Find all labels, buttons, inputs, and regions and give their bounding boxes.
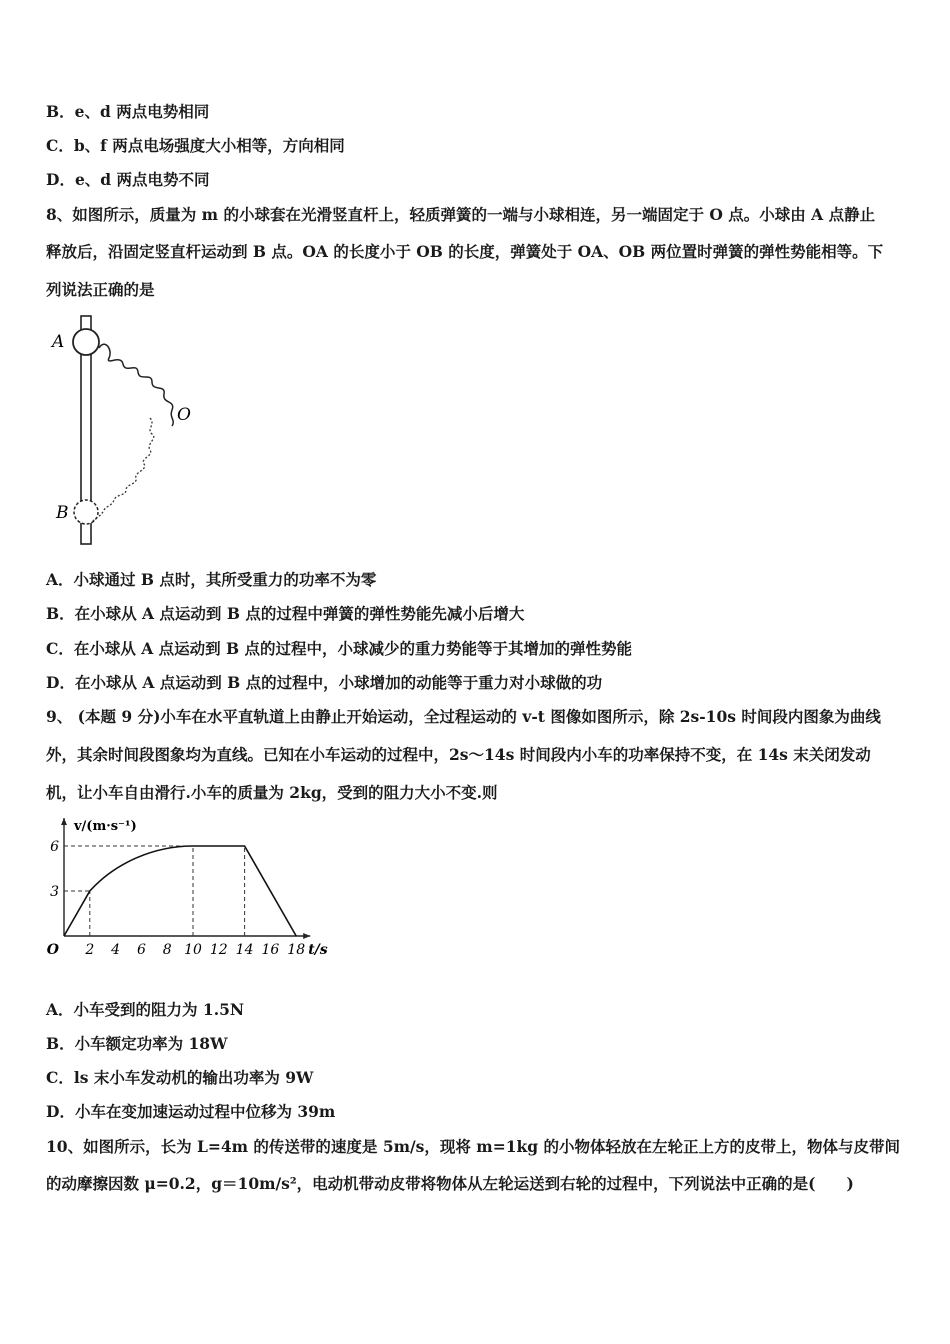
q7-option-d: D．e、d 两点电势不同: [46, 170, 210, 189]
y-tick-6: 6: [50, 839, 59, 855]
vt-chart: [44, 810, 344, 960]
q8-option-a: A．小球通过 B 点时，其所受重力的功率不为零: [46, 570, 377, 589]
spring-at-a: [99, 344, 173, 426]
q10-stem-line-2: 的动摩擦因数 μ=0.2，g＝10m/s²，电动机带动皮带将物体从左轮运送到右轮的过程中，下列说法中正确的是( ): [46, 1174, 854, 1193]
q9-stem-line-1: 9、 (本题 9 分)小车在水平直轨道上由静止开始运动，全过程运动的 v-t 图像如图所示，除 2s-10s 时间段内图象为曲线: [46, 707, 881, 726]
x-tick-8: 8: [162, 942, 172, 958]
x-tick-6: 6: [136, 942, 146, 958]
q8-stem-line-1: 8、如图所示，质量为 m 的小球套在光滑竖直杆上，轻质弹簧的一端与小球相连，另一端固定于 O 点。小球由 A 点静止: [46, 205, 876, 224]
q8-option-d: D．在小球从 A 点运动到 B 点的过程中，小球增加的动能等于重力对小球做的功: [46, 673, 603, 692]
q9-option-d: D．小车在变加速运动过程中位移为 39m: [46, 1102, 336, 1121]
q9-option-b: B．小车额定功率为 18W: [46, 1034, 228, 1053]
q10-stem-line-1: 10、如图所示，长为 L=4m 的传送带的速度是 5m/s，现将 m=1kg 的小物体轻放在左轮正上方的皮带上，物体与皮带间: [46, 1137, 900, 1156]
ball-b: [74, 500, 98, 524]
label-a: A: [52, 332, 65, 352]
q7-option-b: B．e、d 两点电势相同: [46, 102, 210, 121]
origin-label: O: [46, 942, 59, 958]
x-tick-14: 14: [235, 942, 254, 958]
spring-at-b: [92, 418, 154, 522]
x-tick-2: 2: [85, 942, 95, 958]
q8-option-c: C．在小球从 A 点运动到 B 点的过程中，小球减少的重力势能等于其增加的弹性势能: [46, 639, 633, 658]
q7-option-c: C．b、f 两点电场强度大小相等，方向相同: [46, 136, 345, 155]
y-axis-arrow: [61, 818, 67, 825]
x-tick-18: 18: [287, 942, 306, 958]
q8-stem-line-3: 列说法正确的是: [46, 280, 155, 299]
label-b: B: [56, 503, 69, 523]
q8-option-b: B．在小球从 A 点运动到 B 点的过程中弹簧的弹性势能先减小后增大: [46, 604, 525, 623]
x-tick-12: 12: [209, 942, 228, 958]
q8-spring-figure: [44, 312, 204, 552]
q9-option-a: A．小车受到的阻力为 1.5N: [46, 1000, 245, 1019]
label-o: O: [177, 405, 191, 425]
q9-option-c: C．ls 末小车发动机的输出功率为 9W: [46, 1068, 314, 1087]
y-tick-3: 3: [50, 884, 59, 900]
series-v-t-line: [64, 846, 296, 936]
x-axis-label: t/s: [308, 942, 328, 958]
ball-a: [73, 329, 99, 355]
q9-stem-line-2: 外，其余时间段图象均为直线。已知在小车运动的过程中，2s～14s 时间段内小车的功率保持不变，在 14s 末关闭发动: [46, 745, 871, 764]
q8-stem-line-2: 释放后，沿固定竖直杆运动到 B 点。OA 的长度小于 OB 的长度，弹簧处于 OA、OB 两位置时弹簧的弹性势能相等。下: [46, 242, 884, 261]
y-axis-label: v/(m·s⁻¹): [74, 819, 137, 834]
x-tick-16: 16: [261, 942, 280, 958]
x-tick-10: 10: [184, 942, 202, 958]
x-axis-arrow: [303, 933, 310, 939]
q9-stem-line-3: 机，让小车自由滑行.小车的质量为 2kg，受到的阻力大小不变.则: [46, 783, 498, 802]
x-tick-4: 4: [111, 942, 121, 958]
